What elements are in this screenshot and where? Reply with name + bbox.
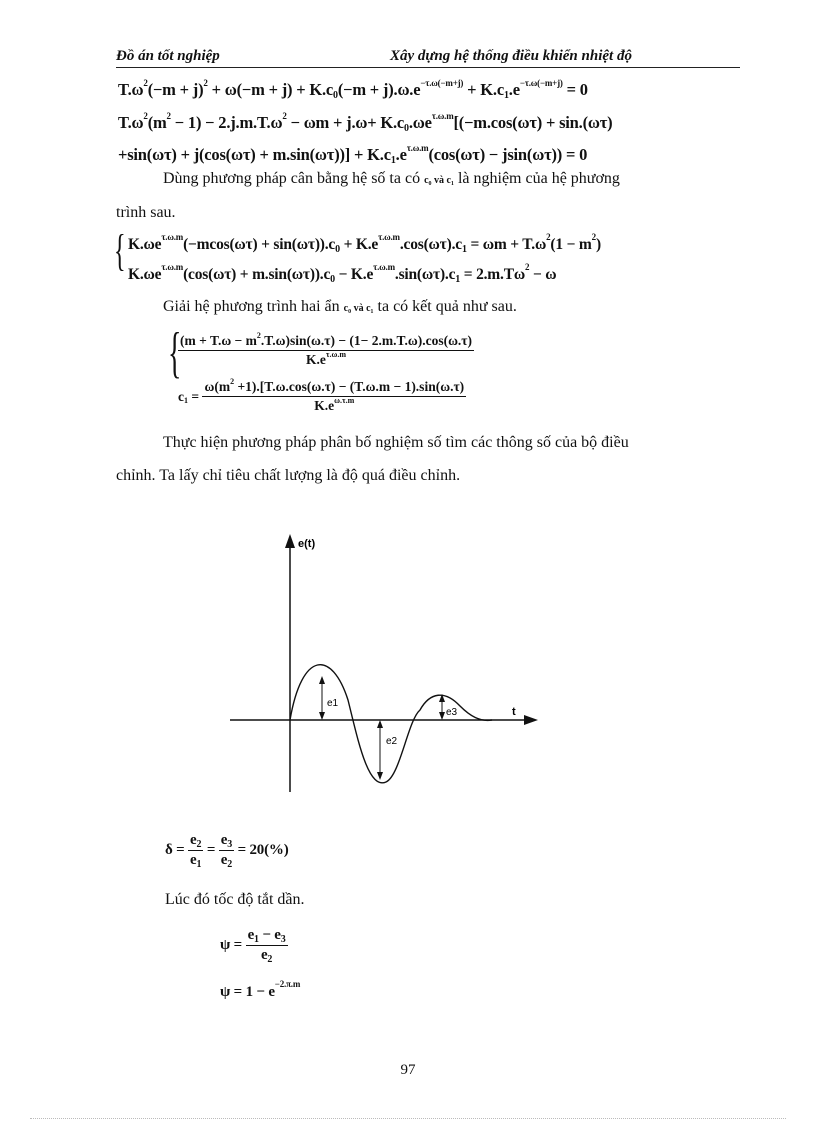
x-axis-label: t [512,706,516,718]
header-rule [116,67,740,68]
e2-label: e2 [386,736,398,747]
paragraph-4: Lúc đó tốc độ tắt dần. [165,891,305,908]
y-axis-label: e(t) [298,538,316,550]
page-number: 97 [400,1062,416,1078]
paragraph-2: Giải hệ phương trình hai ẩn c₀ và c₁ ta có kết quả như sau. [163,298,517,315]
equation-3: $+\sin(\omega\tau) + j(\cos(\omega\tau) + m.\sin(\omega\tau))] + K.c_1.e^{\tau.\omega.m}(\cos(\omega\tau) - jsin(\omega\tau)) = 0$ [118,143,588,166]
paragraph-1-line-2: trình sau. [116,204,176,221]
e1-label: e1 [327,698,339,709]
system-2-row-1-numerator: $(m + T.\omega - m^2.T.\omega)\sin(\omega.\tau) - (1- 2.m.T.\omega).\cos(\omega.\tau)$ [178,333,474,351]
system-2-row-2-denominator: $K.e^{\omega.\tau.m}$ [314,396,355,413]
bottom-dotted-rule [30,1118,786,1119]
system-2-row-2-numerator: $\omega(m^2 +1).[T.\omega.\cos(\omega.\tau) - (T.\omega.m - 1).\sin(\omega.\tau)$ [202,379,466,397]
paragraph-3-line-1: Thực hiện phương pháp phân bố nghiệm số tìm các thông số của bộ điều [163,434,629,451]
header-right: Xây dựng hệ thống điều khiển nhiệt độ [390,48,632,64]
system-2-row-2: $c_1$ = $\frac{\omega(m^2 +1).[T.\omega.\cos(\omega.\tau) - (T.\omega.m - 1).\sin(\omega.\tau)}{K.e^{\omega.\tau.m}}$ [178,377,465,413]
paragraph-1-line-1: Dùng phương pháp cân bằng hệ số ta có c₀ và c₁ là nghiệm của hệ phương [163,170,620,187]
system-1-row-1: $K.\omega e^{\tau.\omega.m}(-mcos(\omega\tau) + \sin(\omega\tau)).c_0 + K.e^{\tau.\omega.m}.\cos(\omega\tau).c_1 = \omega m + T.\omega^2(1 - m^2)$ [128,232,601,255]
c0-c1-label: c₀ và c₁ [424,175,454,186]
system-1-row-2: $K.\omega e^{\tau.\omega.m}(\cos(\omega\tau) + m.\sin(\omega\tau)).c_0 - K.e^{\tau.\omega.m}.\sin(\omega\tau).c_1 = 2.m.T\omega^2 - \omega$ [128,262,557,285]
e3-label: e3 [446,707,458,718]
delta-formula: δ = $\frac{e_2}{e_1}$ = $\frac{e_3}{e_2}$ = 20(%) [165,832,289,870]
y-axis-arrow [285,534,295,548]
equation-2: $T.\omega^2(m^2 - 1) - 2.j.m.T.\omega^2 - \omega m + j.\omega+ K.c_0.\omega e^{\tau.\omega.m}[(-m.\cos(\omega\tau) + \sin.(\omega\tau)$ [118,111,613,134]
header-left: Đồ án tốt nghiệp [116,48,220,64]
left-brace: { [114,226,126,275]
system-2-row-1 [178,333,474,368]
c0-c1-label-2: c₀ và c₁ [343,303,374,314]
system-2-row-1-denominator: $K.e^{\tau.\omega.m}$ [305,350,347,367]
paragraph-3-line-2: chỉnh. Ta lấy chỉ tiêu chất lượng là độ quá điều chỉnh. [116,467,461,484]
equation-1: $T.\omega^2(-m + j)^2 + \omega(-m + j) + K.c_0(-m + j).\omega.e^{-\tau.\omega(-m+j)} + K.c_1.e^{-\tau.\omega(-m+j)} = 0$ [118,78,588,101]
left-brace-2: { [168,322,182,384]
damped-response-chart [220,530,560,795]
psi-formula-1: ψ = $\frac{e_1 - e_3}{e_2}$ [220,927,286,965]
psi-formula-2: $\psi = 1 - e^{-2.\pi.m}$ [220,979,301,1000]
x-axis-arrow [524,715,538,725]
